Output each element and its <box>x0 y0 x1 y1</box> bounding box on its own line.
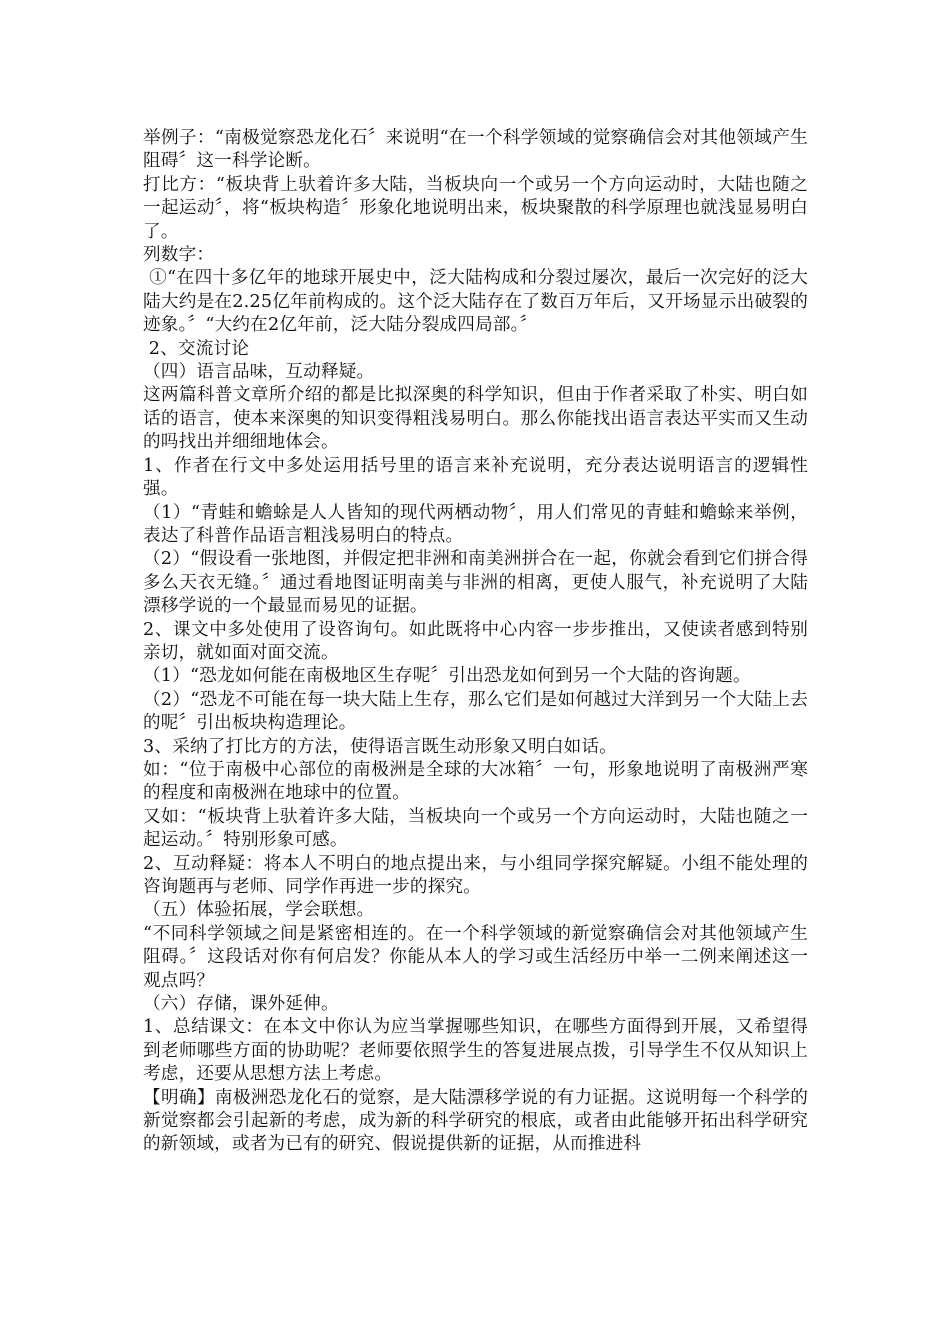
paragraph-clarification: 【明确】南极洲恐龙化石的觉察，是大陆漂移学说的有力证据。这说明每一个科学的新觉察都会引起新的考虑，成为新的科学研究的根底，或者由此能够开拓出科学研究的新领域，或者为已有的研究、假说提供新的证据，从而推进科 <box>143 1087 808 1155</box>
paragraph-interaction: 2、互动释疑：将本人不明白的地点提出来，与小组同学探究解疑。小组不能处理的咨询题再与老师、同学作再进一步的探究。 <box>143 853 808 897</box>
paragraph-point-1-item-1: （1）“青蛙和蟾蜍是人人皆知的现代两栖动物〞，用人们常见的青蛙和蟾蜍来举例，表达了科普作品语言粗浅易明白的特点。 <box>143 502 808 546</box>
paragraph-numbers-heading: 列数字： <box>143 245 215 266</box>
paragraph-point-2-item-2: （2）“恐龙不可能在每一块大陆上生存，那么它们是如何越过大洋到另一个大陆上去的呢〞引出板块构造理论。 <box>143 689 808 734</box>
paragraph-point-2: 2、课文中多处使用了设咨询句。如此既将中心内容一步步推出，又使读者感到特别亲切，就如面对面交流。 <box>143 619 808 663</box>
paragraph-point-2-item-1: （1）“恐龙如何能在南极地区生存呢〞引出恐龙如何到另一个大陆的咨询题。 <box>143 666 751 687</box>
paragraph-point-1: 1、作者在行文中多处运用括号里的语言来补充说明，充分表达说明语言的逻辑性强。 <box>143 455 808 500</box>
paragraph-association: “不同科学领域之间是紧密相连的。在一个科学领域的新觉察确信会对其他领域产生阻碍。〞这段话对你有何启发？你能从本人的学习或生活经历中举一二例来阐述这一观点吗？ <box>143 923 808 991</box>
section-heading-5: （五）体验拓展，学会联想。 <box>143 900 375 921</box>
paragraph-numbers-quote: ①“在四十多亿年的地球开展史中，泛大陆构成和分裂过屡次，最后一次完好的泛大陆大约是在2.25亿年前构成的。这个泛大陆存在了数百万年后，又开场显示出破裂的迹象。〞“大约在2亿年前，泛大陆分裂成四局部。〞 <box>143 268 809 336</box>
paragraph-point-3: 3、采纳了打比方的方法，使得语言既生动形象又明白如话。 <box>143 736 618 757</box>
paragraph-discussion-heading: 2、交流讨论 <box>143 338 250 359</box>
paragraph-point-3-example-2: 又如：“板块背上驮着许多大陆，当板块向一个或另一个方向运动时，大陆也随之一起运动。〞特别形象可感。 <box>143 806 808 851</box>
paragraph-point-1-item-2: （2）“假设看一张地图，并假定把非洲和南美洲拼合在一起，你就会看到它们拼合得多么天衣无缝。〞通过看地图证明南美与非洲的相离，更使人服气，补充说明了大陆漂移学说的一个最显而易见的证据。 <box>143 549 808 617</box>
paragraph-language-intro: 这两篇科普文章所介绍的都是比拟深奥的科学知识，但由于作者采取了朴实、明白如话的语言，使本来深奥的知识变得粗浅易明白。那么你能找出语言表达平实而又生动的吗找出并细细地体会。 <box>143 385 808 453</box>
section-heading-6: （六）存储，课外延伸。 <box>143 994 339 1015</box>
paragraph-example: 举例子：“南极觉察恐龙化石〞来说明“在一个科学领域的觉察确信会对其他领域产生阻碍〞这一科学论断。 <box>143 128 808 172</box>
document-body <box>143 127 808 1157</box>
paragraph-point-3-example-1: 如：“位于南极中心部位的南极洲是全球的大冰箱〞一句，形象地说明了南极洲严寒的程度和南极洲在地球中的位置。 <box>143 759 808 804</box>
paragraph-analogy: 打比方：“板块背上驮着许多大陆，当板块向一个或另一个方向运动时，大陆也随之一起运动〞，将“板块构造〞形象化地说明出来，板块聚散的科学原理也就浅显易明白了。 <box>143 174 808 242</box>
paragraph-summary: 1、总结课文：在本文中你认为应当掌握哪些知识，在哪些方面得到开展，又希望得到老师哪些方面的协助呢？老师要依照学生的答复进展点拨，引导学生不仅从知识上考虑，还要从思想方法上考虑。 <box>143 1017 808 1085</box>
section-heading-4: （四）语言品味，互动释疑。 <box>143 362 375 383</box>
